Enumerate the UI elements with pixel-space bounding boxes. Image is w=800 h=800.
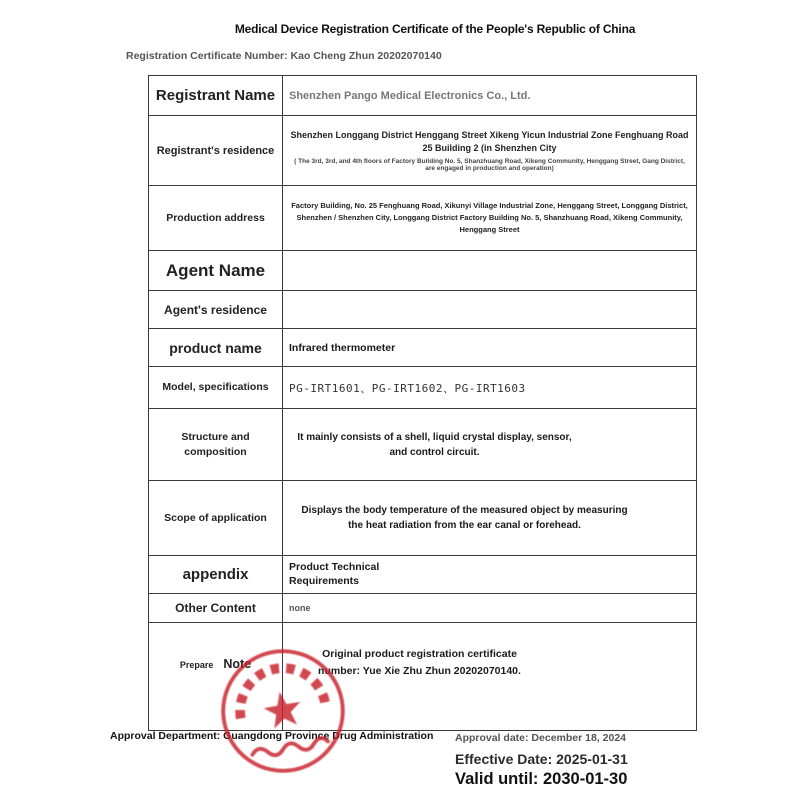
table-row-registrant-name — [149, 76, 697, 116]
table-row-other-content — [149, 594, 697, 623]
label-scope-of-application: Scope of application — [149, 481, 283, 556]
residence-main-text: Shenzhen Longgang District Henggang Street Xikeng Yicun Industrial Zone Fenghuang Road 25 Building 2 (in Shenzhen City — [290, 130, 689, 153]
table-row-structure-composition — [149, 409, 697, 481]
residence-sub-text: ( The 3rd, 3rd, and 4th floors of Factory Building No. 5, Shanzhuang Road, Xikeng Community, Henggang Street, Gang District, are engaged in production and operation) — [294, 157, 685, 172]
value-agent-residence — [283, 291, 697, 329]
label-agent-residence: Agent's residence — [149, 291, 283, 329]
registration-certificate-number: Registration Certificate Number: Kao Cheng Zhun 20202070140 — [126, 50, 442, 62]
table-row-agent-residence — [149, 291, 697, 329]
certificate-title: Medical Device Registration Certificate of the People's Republic of China — [234, 22, 636, 36]
value-agent-name — [283, 251, 697, 291]
label-model-specifications: Model, specifications — [149, 367, 283, 409]
value-registrant-residence — [283, 116, 697, 186]
value-structure-composition: It mainly consists of a shell, liquid crystal display, sensor, and control circuit. — [283, 409, 697, 481]
label-structure-composition: Structure and composition — [149, 409, 283, 481]
label-appendix: appendix — [149, 556, 283, 594]
value-registrant-name: Shenzhen Pango Medical Electronics Co., Ltd. — [283, 76, 697, 116]
valid-until: Valid until: 2030-01-30 — [455, 770, 628, 788]
approval-department: Approval Department: Guangdong Province Drug Administration — [110, 730, 434, 742]
value-product-name: Infrared thermometer — [283, 329, 697, 367]
label-prepare-note — [149, 623, 283, 731]
prepare-label: Prepare — [179, 659, 214, 670]
value-model-specifications: PG-IRT1601、PG-IRT1602、PG-IRT1603 — [283, 367, 697, 409]
table-row-prepare-note — [149, 623, 697, 731]
table-row-model-specifications — [149, 367, 697, 409]
label-registrant-residence: Registrant's residence — [149, 116, 283, 186]
note-label: Note — [223, 656, 252, 671]
table-row-agent-name — [149, 251, 697, 291]
table-row-product-name — [149, 329, 697, 367]
label-production-address: Production address — [149, 186, 283, 251]
table-row-registrant-residence — [149, 116, 697, 186]
approval-date: Approval date: December 18, 2024 — [455, 732, 626, 744]
value-appendix — [283, 556, 697, 594]
label-other-content: Other Content — [149, 594, 283, 623]
table-row-production-address — [149, 186, 697, 251]
appendix-text: Product Technical Requirements — [289, 560, 380, 587]
effective-date: Effective Date: 2025-01-31 — [455, 751, 628, 767]
certificate-table — [148, 75, 697, 731]
label-product-name: product name — [149, 329, 283, 367]
value-other-content: none — [283, 594, 697, 623]
value-scope-of-application: Displays the body temperature of the measured object by measuring the heat radiation from the ear canal or forehead. — [283, 481, 697, 556]
value-prepare-note: Original product registration certificate number: Yue Xie Zhu Zhun 20202070140. — [283, 623, 697, 731]
label-registrant-name: Registrant Name — [149, 76, 283, 116]
value-production-address: Factory Building, No. 25 Fenghuang Road, Xikunyi Village Industrial Zone, Henggang Street, Longgang District, Shenzhen / Shenzhen City, Longgang District Factory Building No. 5, Shanzhuang Road, Xikeng Community, Henggang Street — [283, 186, 697, 251]
label-agent-name: Agent Name — [149, 251, 283, 291]
table-row-scope-of-application — [149, 481, 697, 556]
table-row-appendix — [149, 556, 697, 594]
